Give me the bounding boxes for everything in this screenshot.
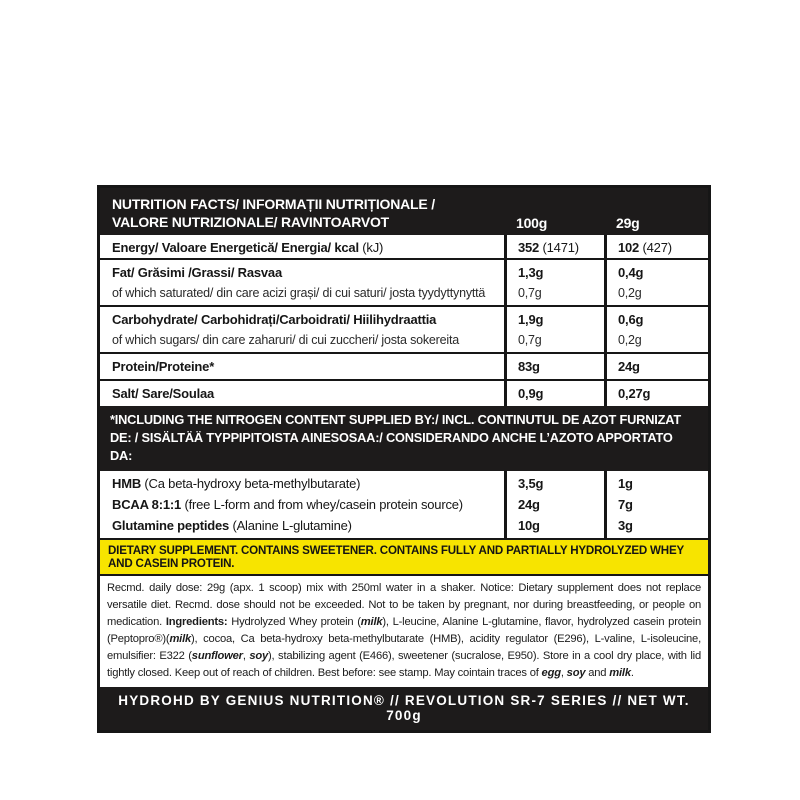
value-29g: 0,2g [604, 283, 708, 305]
table-row-protein [100, 352, 708, 379]
nutrient-label: HMB (Ca beta-hydroxy beta-methylbutarate) [112, 475, 361, 491]
nutrient-label: of which saturated/ din care acizi grași/ di cui saturi/ josta tyydyttynyttä [112, 285, 486, 300]
table-row-saturated [100, 283, 708, 305]
table-row-salt [100, 379, 708, 406]
nutrient-label: of which sugars/ din care zaharuri/ di cui zuccheri/ josta sokereita [112, 332, 459, 347]
dietary-supplement-banner: DIETARY SUPPLEMENT. CONTAINS SWEETENER. CONTAINS FULLY AND PARTIALLY HYDROLYZED WHEY AND CASEIN PROTEIN. [100, 538, 708, 574]
value-29g: 1g [604, 471, 708, 494]
column-header-29g: 29g [616, 214, 640, 231]
nutrient-label: Carbohydrate/ Carbohidrați/Carboidrati/ Hiilihydraattia [112, 311, 437, 327]
brand-footer-bar: HYDROHD BY GENIUS NUTRITION® // REVOLUTION SR-7 SERIES // NET WT. 700g [100, 687, 708, 730]
value-100g: 352 (1471) [504, 235, 604, 258]
value-29g: 0,2g [604, 330, 708, 352]
table-row-fat [100, 258, 708, 283]
value-29g: 3g [604, 515, 708, 538]
value-100g: 0,9g [504, 381, 604, 406]
value-100g: 24g [504, 494, 604, 515]
fine-print-paragraph: Recmd. daily dose: 29g (apx. 1 scoop) mix with 250ml water in a shaker. Notice: Dietary supplement does not replace versatile diet. Recmd. dose should not be exceeded. Not to be taken by pregnant, nor during breastfeeding, or people on medication. Ingredients: Hydrolyzed Whey protein (milk), L-leucine, Alanine L-glutamine, flavor, hydrolyzed casein protein (Peptopro®)(milk), cocoa, Ca beta-hydroxy beta-methylbutarate (HMB), acidity regulator (E296), L-valine, L-isoleucine, emulsifier: E322 (sunflower, soy), stabilizing agent (E466), sweetener (sucralose, E950). Store in a cool dry place, with lid tightly closed. Keep out of reach of children. Best before: see stamp. May cointain traces of egg, soy and milk. [100, 574, 708, 687]
value-100g: 3,5g [504, 471, 604, 494]
value-100g: 1,3g [504, 260, 604, 283]
value-29g: 0,6g [604, 307, 708, 330]
label-header [100, 188, 708, 235]
nutrient-label: Fat/ Grăsimi /Grassi/ Rasvaa [112, 264, 282, 280]
value-29g: 24g [604, 354, 708, 379]
value-29g: 0,4g [604, 260, 708, 283]
column-header-100g: 100g [516, 214, 548, 231]
table-row-sugars [100, 330, 708, 352]
table-row-carbohydrate [100, 305, 708, 330]
value-100g: 0,7g [504, 283, 604, 305]
nutrient-label: BCAA 8:1:1 (free L-form and from whey/casein protein source) [112, 496, 463, 512]
nutrient-label: Salt/ Sare/Soulaa [112, 385, 215, 401]
value-100g: 10g [504, 515, 604, 538]
value-100g: 1,9g [504, 307, 604, 330]
table-row-bcaa [100, 494, 708, 515]
table-row-glutamine [100, 515, 708, 538]
nutrient-label: Energy/ Valoare Energetică/ Energia/ kcal (kJ) [112, 239, 384, 255]
value-100g: 83g [504, 354, 604, 379]
value-29g: 0,27g [604, 381, 708, 406]
label-title-line1: NUTRITION FACTS/ INFORMAȚII NUTRIȚIONALE / [112, 196, 435, 212]
label-title-line2: VALORE NUTRIZIONALE/ RAVINTOARVOT [112, 214, 390, 231]
table-row-hmb [100, 471, 708, 494]
nitrogen-note-banner: *INCLUDING THE NITROGEN CONTENT SUPPLIED BY:/ INCL. CONTINUTUL DE AZOT FURNIZAT DE: / SISÄLTÄÄ TYPPIPITOISTA AINESOSAA:/ CONSIDERANDO ANCHE L’AZOTO APPORTATO DA: [100, 406, 708, 471]
table-row-energy [100, 235, 708, 258]
nutrition-facts-label [97, 185, 711, 733]
value-29g: 102 (427) [604, 235, 708, 258]
value-100g: 0,7g [504, 330, 604, 352]
value-29g: 7g [604, 494, 708, 515]
label-title [100, 193, 504, 232]
nutrient-label: Protein/Proteine* [112, 358, 215, 374]
nutrient-label: Glutamine peptides (Alanine L-glutamine) [112, 517, 352, 533]
